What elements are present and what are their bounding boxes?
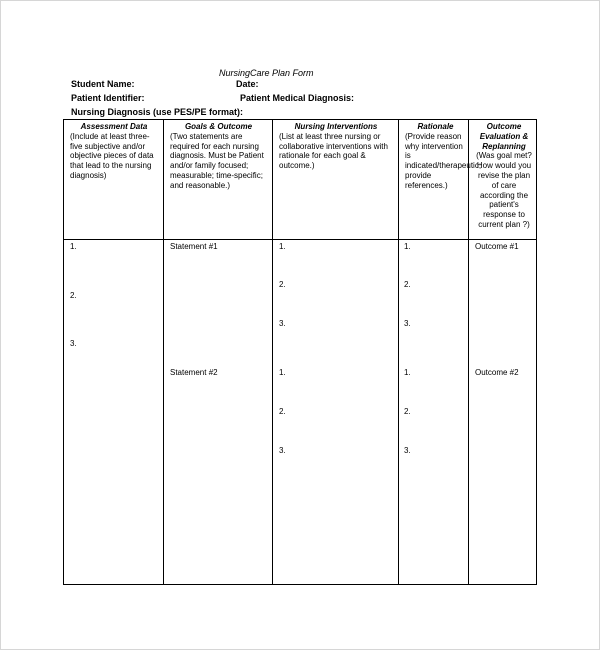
patient-identifier-label: Patient Identifier: [71,93,145,103]
assessment-data-header [64,120,164,240]
statement-1: Statement #1 [170,242,218,251]
nursing-interventions-header [273,120,399,240]
list-item: 3. [404,319,411,328]
header-description: (Provide reason why intervention is indicated/therapeutic; provide references.) [405,131,482,190]
header-title: Rationale [417,122,454,131]
student-name-label: Student Name: [71,79,135,89]
outcome-2: Outcome #2 [475,368,519,377]
list-item: 3. [70,339,77,348]
list-item: 1. [279,242,286,251]
list-item: 2. [404,407,411,416]
outcome-1: Outcome #1 [475,242,519,251]
nursing-diagnosis-label: Nursing Diagnosis (use PES/PE format): [71,107,244,117]
list-item: 1. [404,242,411,251]
header-title: Nursing Interventions [294,122,378,131]
header-description: (Two statements are required for each nursing diagnosis. Must be Patient and/or family focused; measurable; time-specific; and reasonable.) [170,131,264,190]
header-description: (List at least three nursing or collaborative interventions with rationale for each goal & outcome.) [279,131,388,171]
list-item: 1. [404,368,411,377]
list-item: 1. [70,242,77,251]
table-body-row [64,240,537,585]
patient-medical-diagnosis-label: Patient Medical Diagnosis: [240,93,355,103]
goals-outcome-cell [164,240,273,585]
header-description: (Include at least three-five subjective and/or objective pieces of data that lead to the nursing diagnosis) [70,131,154,180]
list-item: 3. [279,319,286,328]
list-item: 2. [279,407,286,416]
rationale-header [399,120,482,240]
list-item: 3. [279,446,286,455]
form-title: NursingCare Plan Form [219,68,314,78]
outcome-evaluation-header [469,120,537,240]
statement-2: Statement #2 [170,368,218,377]
list-item: 2. [404,280,411,289]
date-label: Date: [236,79,259,89]
assessment-data-cell [64,240,164,585]
list-item: 2. [279,280,286,289]
rationale-cell [399,240,469,585]
list-item: 1. [279,368,286,377]
table-header-row [64,120,537,240]
header-description: (Was goal met? How would you revise the plan of care according the patient's response to current plan ?) [476,151,532,229]
list-item: 3. [404,446,411,455]
nursing-interventions-cell [273,240,399,585]
header-title: Assessment Data [80,122,148,131]
outcome-evaluation-cell [469,240,537,585]
list-item: 2. [70,291,77,300]
goals-outcome-header [164,120,273,240]
care-plan-table [63,119,537,585]
header-title: Outcome Evaluation & Replanning [479,122,529,151]
header-title: Goals & Outcome [184,122,253,131]
